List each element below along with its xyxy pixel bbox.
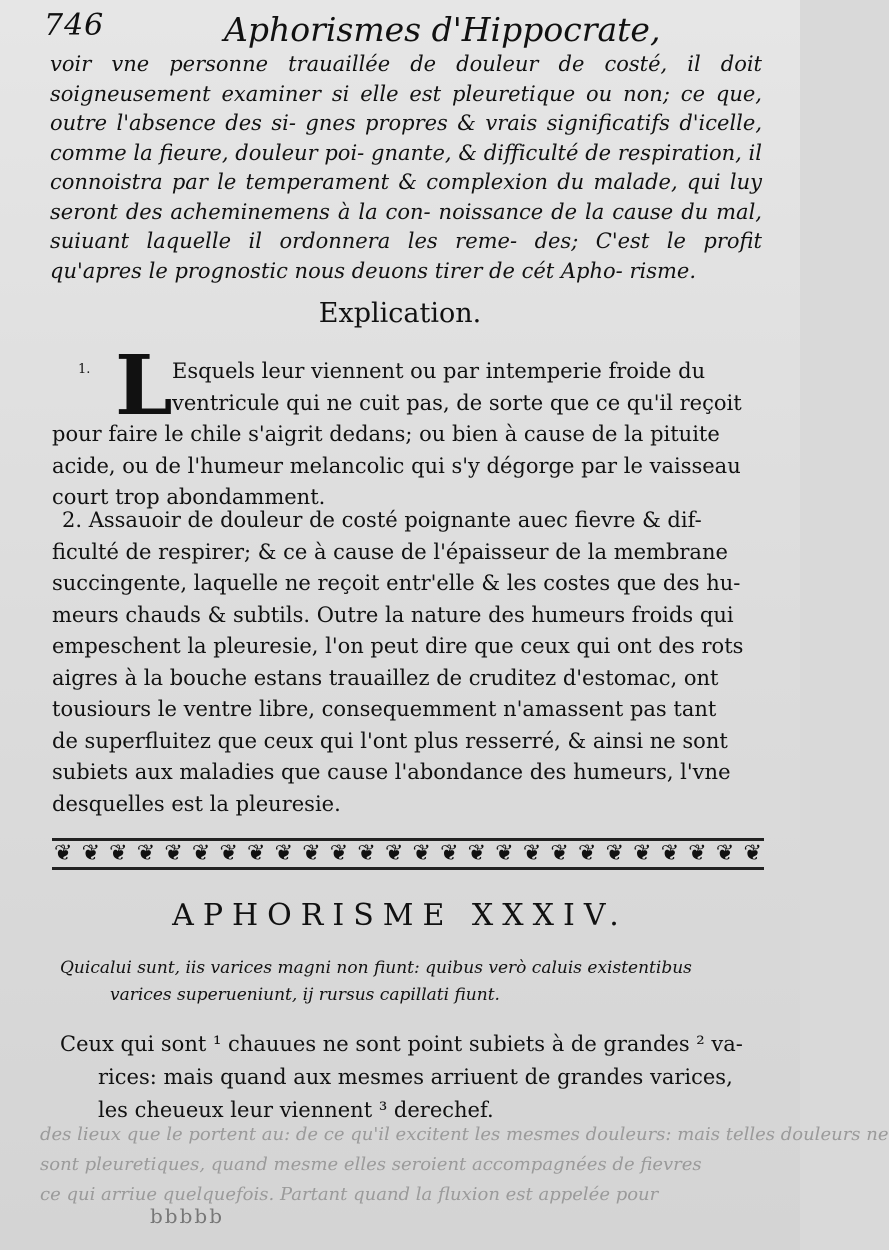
item2-line: succingente, laquelle ne reçoit entr'elle & les costes que des hu- (52, 571, 741, 595)
fleuron-icon: ❦ (467, 841, 487, 866)
ornamental-border (52, 838, 764, 870)
fleuron-icon: ❦ (495, 841, 514, 866)
item1-line: Esquels leur viennent ou par intemperie froide du (172, 359, 706, 383)
item1-line: pour faire le chile s'aigrit dedans; ou bien à cause de la pituite (52, 422, 720, 446)
italic-line: noissance de la cause du mal, suiuant laquelle il ordonnera les reme- (50, 199, 762, 253)
fleuron-icon: ❦ (412, 841, 431, 866)
item1-line: ventricule qui ne cuit pas, de sorte que ce qu'il reçoit (172, 390, 742, 415)
fleuron-icon: ❦ (247, 841, 266, 866)
italic-line: voir vne personne trauaillée de douleur de costé, il doit soigneusement (50, 52, 762, 106)
note-number: 1. (78, 362, 91, 377)
italic-paragraph (50, 50, 762, 286)
fleuron-icon: ❦ (329, 841, 349, 866)
fleuron-icon: ❦ (302, 841, 321, 866)
italic-line: risme. (629, 258, 697, 283)
explication-item-2 (52, 505, 764, 820)
french-line: Ceux qui sont ¹ chauues ne sont point subiets à de grandes ² va- (60, 1032, 743, 1056)
fleuron-icon: ❦ (54, 841, 73, 866)
italic-line: & complexion du malade, qui luy seront des acheminemens à la con- (50, 170, 762, 224)
item1-line: court trop abondamment. (52, 485, 326, 509)
french-text (60, 1028, 760, 1127)
fleuron-icon: ❦ (164, 841, 183, 866)
fleuron-icon: ❦ (440, 841, 459, 866)
page-header (44, 8, 760, 48)
fleuron-icon: ❦ (550, 841, 569, 866)
bleed-line: ce qui arriue quelquefois. Partant quand la fluxion est appelée pour (40, 1184, 659, 1205)
item2-line: meurs chauds & subtils. Outre la nature des humeurs froids qui (52, 602, 734, 627)
bleed-line: des lieux que le portent au: de ce qu'il excitent les mesmes douleurs: mais telles douleurs ne (40, 1124, 889, 1145)
fleuron-icon: ❦ (219, 841, 238, 866)
item2-line: subiets aux maladies que cause l'abondance des humeurs, l'vne (52, 760, 731, 784)
fleuron-icon: ❦ (660, 841, 680, 866)
item2-line: empeschent la pleuresie, l'on peut dire que ceux qui ont des rots (52, 634, 744, 658)
fleuron-icon: ❦ (109, 841, 128, 866)
fleuron-icon: ❦ (577, 841, 597, 866)
fleuron-icon: ❦ (605, 841, 624, 866)
page-number: 746 (44, 8, 105, 43)
bleed-line: sont pleuretiques, quand mesme elles seroient accompagnées de fievres (40, 1154, 702, 1175)
aphorism-title: APHORISME XXXIV. (172, 898, 628, 933)
latin-line: Quicalui sunt, iis varices magni non fiunt: quibus verò caluis existentibus (60, 958, 692, 978)
fleuron-icon: ❦ (191, 841, 211, 866)
latin-text (60, 955, 760, 1009)
section-heading: Explication. (318, 298, 482, 329)
item2-line: tousiours le ventre libre, consequemment n'amassent pas tant (52, 697, 717, 721)
italic-line: examiner si elle est pleuretique ou non; ce que, outre l'absence des si- (50, 81, 762, 135)
fleuron-icon: ❦ (522, 841, 542, 866)
running-title: Aphorismes d'Hippocrate, (224, 10, 661, 49)
item2-line: 2. Assauoir de douleur de costé poignante auec fievre & dif- (62, 508, 702, 532)
fleuron-icon: ❦ (384, 841, 404, 866)
fleuron-icon: ❦ (136, 841, 156, 866)
fleuron-icon: ❦ (715, 841, 735, 866)
italic-line: gnes propres & vrais significatifs d'icelle, comme la fieure, douleur poi- (50, 111, 762, 165)
explication-item-1 (52, 356, 762, 514)
fleuron-icon: ❦ (274, 841, 294, 866)
french-line: les cheueux leur viennent ³ derechef. (98, 1098, 494, 1122)
bleed-through-text (40, 1120, 889, 1210)
italic-line: des; C'est le profit qu'apres le prognostic nous deuons tirer de cét Apho- (50, 229, 762, 283)
fleuron-icon: ❦ (688, 841, 707, 866)
drop-cap: L (115, 338, 173, 434)
fleuron-icon: ❦ (357, 841, 376, 866)
item2-line: de superfluitez que ceux qui l'ont plus resserré, & ainsi ne sont (52, 728, 728, 753)
fleuron-icon: ❦ (81, 841, 101, 866)
fleuron-icon: ❦ (743, 841, 762, 866)
item2-line: ficulté de respirer; & ce à cause de l'épaisseur de la membrane (52, 539, 728, 564)
italic-line: gnante, & difficulté de respiration, il connoistra par le temperament (50, 140, 762, 194)
item2-line: desquelles est la pleuresie. (52, 791, 341, 816)
item1-line: acide, ou de l'humeur melancolic qui s'y dégorge par le vaisseau (52, 453, 741, 478)
french-line: rices: mais quand aux mesmes arriuent de grandes varices, (98, 1065, 733, 1089)
latin-line: varices superueniunt, ij rursus capillati fiunt. (110, 985, 500, 1005)
item2-line: aigres à la bouche estans trauaillez de cruditez d'estomac, ont (52, 665, 719, 690)
fleuron-icon: ❦ (633, 841, 652, 866)
signature-mark: bbbbb (150, 1204, 225, 1228)
